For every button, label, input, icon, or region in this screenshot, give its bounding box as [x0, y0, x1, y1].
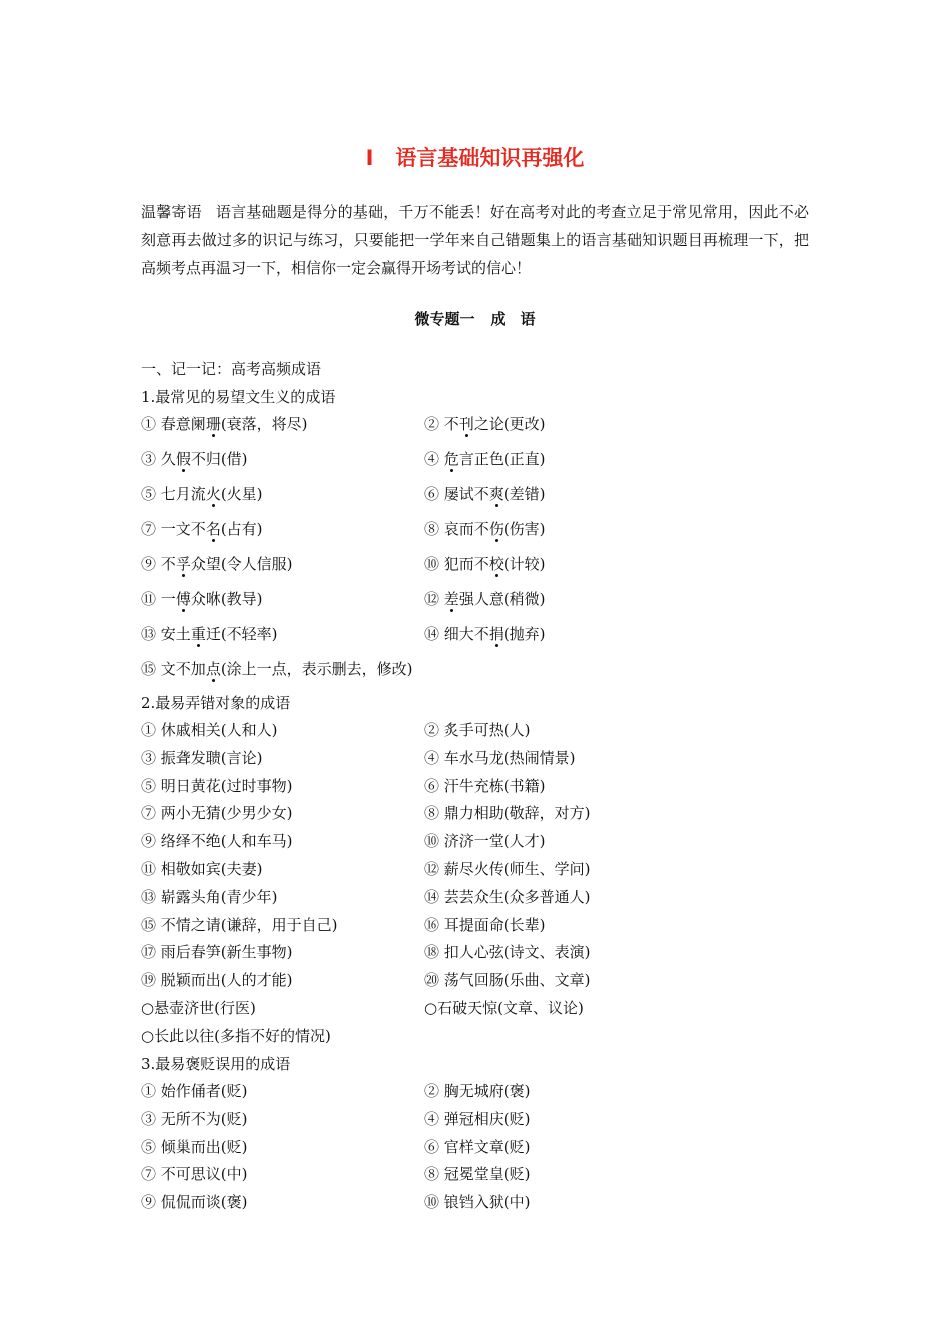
list-item: ③ 无所不为(贬) — [141, 1109, 248, 1128]
emphasis-dot-char: 刊 — [458, 415, 474, 433]
section-title — [0, 308, 950, 329]
list-item: ⑥ 屡试不爽(差错) — [424, 485, 546, 503]
list-item: ② 胸无城府(褒) — [424, 1082, 531, 1100]
emphasis-dot-char: 校 — [488, 555, 504, 573]
list-row — [141, 1163, 821, 1191]
idiom-list-3 — [141, 1080, 821, 1219]
list-item: ⑥ 汗牛充栋(书籍) — [424, 776, 546, 795]
section-title-topic: 成 语 — [490, 310, 536, 328]
list-item: ⑭ 细大不捐(抛弃) — [424, 625, 546, 643]
list-row — [141, 830, 821, 858]
list-row — [141, 858, 821, 886]
emphasis-dot-char: 珊 — [205, 415, 221, 433]
emphasis-dot-char: 危 — [443, 450, 459, 468]
list-item: ⑩ 犯而不校(计较) — [424, 555, 546, 573]
list-row — [141, 747, 821, 775]
list-row — [141, 1136, 821, 1164]
list-item: ○悬壶济世(行医) — [141, 998, 256, 1017]
list-row — [141, 448, 821, 483]
list-item: ⑮ 不情之请(谦辞，用于自己) — [141, 915, 338, 934]
list-row — [141, 1080, 821, 1108]
emphasis-dot-char: 火 — [205, 485, 221, 503]
list-item: ⑤ 七月流火(火星) — [141, 485, 263, 503]
emphasis-dot-char: 假 — [175, 450, 191, 468]
list-item: ④ 车水马龙(热闹情景) — [424, 748, 576, 767]
intro-lead: 温馨寄语 — [141, 203, 202, 221]
list-item: ⑤ 明日黄花(过时事物) — [141, 776, 293, 795]
emphasis-dot-char: 点 — [205, 660, 221, 678]
list-item: ⑤ 倾巢而出(贬) — [141, 1137, 248, 1156]
list-row — [141, 413, 821, 448]
list-row — [141, 1025, 821, 1053]
list-item: ⑩ 济济一堂(人才) — [424, 832, 546, 851]
list-item: ⑦ 两小无猜(少男少女) — [141, 804, 293, 823]
list-item: ⑳ 荡气回肠(乐曲、文章) — [424, 971, 591, 990]
list-item: ⑧ 哀而不伤(伤害) — [424, 520, 546, 538]
list-row — [141, 914, 821, 942]
list-row — [141, 941, 821, 969]
list-row — [141, 802, 821, 830]
list-item: ④ 弹冠相庆(贬) — [424, 1109, 531, 1128]
list-row — [141, 969, 821, 997]
list-item: ① 始作俑者(贬) — [141, 1082, 248, 1100]
section-title-main: 微专题一 — [414, 310, 475, 328]
intro-paragraph — [141, 198, 809, 282]
list-item: ⑦ 一文不名(占有) — [141, 520, 263, 538]
list-item: ⑬ 崭露头角(青少年) — [141, 887, 278, 906]
emphasis-dot-char: 傅 — [175, 590, 191, 608]
list-item: ① 休戚相关(人和人) — [141, 721, 278, 739]
emphasis-dot-char: 爽 — [488, 485, 504, 503]
emphasis-dot-char: 伤 — [488, 520, 504, 538]
list-item: ② 不刊之论(更改) — [424, 415, 546, 433]
emphasis-dot-char: 捐 — [488, 625, 504, 643]
list-item: ⑨ 络绎不绝(人和车马) — [141, 832, 293, 851]
list-row — [141, 1191, 821, 1219]
list-item: ⑪ 一傅众咻(教导) — [141, 590, 263, 608]
list-row — [141, 553, 821, 588]
emphasis-dot-char: 名 — [205, 520, 221, 538]
list-item: ⑧ 冠冕堂皇(贬) — [424, 1165, 531, 1184]
section-heading-3: 3.最易褒贬误用的成语 — [141, 1055, 291, 1073]
list-item: ⑯ 耳提面命(长辈) — [424, 915, 546, 934]
chapter-number: Ⅰ — [365, 146, 374, 170]
list-item: ⑥ 官样文章(贬) — [424, 1137, 531, 1156]
list-item: ⑲ 脱颖而出(人的才能) — [141, 971, 293, 990]
emphasis-dot-char: 重 — [190, 625, 206, 643]
list-item: ⑨ 侃侃而谈(褒) — [141, 1193, 248, 1212]
list-row — [141, 658, 821, 693]
list-row — [141, 719, 821, 747]
emphasis-dot-char: 孚 — [175, 555, 191, 573]
list-row — [141, 997, 821, 1025]
list-item: ⑬ 安土重迁(不轻率) — [141, 625, 278, 643]
emphasis-dot-char: 差 — [443, 590, 459, 608]
list-item: ① 春意阑珊(衰落，将尽) — [141, 415, 308, 433]
list-item: ⑭ 芸芸众生(众多普通人) — [424, 887, 591, 906]
list-item: ⑱ 扣人心弦(诗文、表演) — [424, 943, 591, 962]
idiom-list-1 — [141, 413, 821, 693]
list-item: ⑧ 鼎力相助(敬辞，对方) — [424, 804, 591, 823]
list-item: ⑩ 锒铛入狱(中) — [424, 1193, 531, 1212]
idiom-list-2 — [141, 719, 821, 1053]
list-item: ② 炙手可热(人) — [424, 721, 531, 739]
list-row — [141, 518, 821, 553]
intro-text: 语言基础题是得分的基础，千万不能丢！好在高考对此的考查立足于常见常用，因此不必刻意再去做过多的识记与练习，只要能把一学年来自己错题集上的语言基础知识题目再梳理一下，把高频考点再温习一下，相信你一定会赢得开场考试的信心！ — [141, 203, 809, 277]
list-row — [141, 483, 821, 518]
chapter-title: 语言基础知识再强化 — [395, 146, 585, 170]
list-item: ③ 振聋发聩(言论) — [141, 748, 263, 767]
list-item: ③ 久假不归(借) — [141, 450, 248, 468]
list-item: ○长此以往(多指不好的情况) — [141, 1026, 331, 1045]
list-item: ⑫ 差强人意(稍微) — [424, 590, 546, 608]
list-row — [141, 1108, 821, 1136]
list-row — [141, 775, 821, 803]
list-item: ⑰ 雨后春笋(新生事物) — [141, 943, 293, 962]
part-heading: 一、记一记：高考高频成语 — [141, 360, 322, 378]
list-item: ④ 危言正色(正直) — [424, 450, 546, 468]
page-title — [0, 142, 950, 172]
list-item: ⑪ 相敬如宾(夫妻) — [141, 859, 263, 878]
list-row — [141, 623, 821, 658]
list-item: ⑦ 不可思议(中) — [141, 1165, 248, 1184]
list-item: ○石破天惊(文章、议论) — [424, 998, 584, 1017]
list-row — [141, 886, 821, 914]
section-heading-2: 2.最易弄错对象的成语 — [141, 694, 291, 712]
section-heading-1: 1.最常见的易望文生义的成语 — [141, 388, 336, 406]
list-item: ⑫ 薪尽火传(师生、学问) — [424, 859, 591, 878]
list-item: ⑮ 文不加点(涂上一点，表示删去，修改) — [141, 660, 413, 678]
list-row — [141, 588, 821, 623]
list-item: ⑨ 不孚众望(令人信服) — [141, 555, 293, 573]
